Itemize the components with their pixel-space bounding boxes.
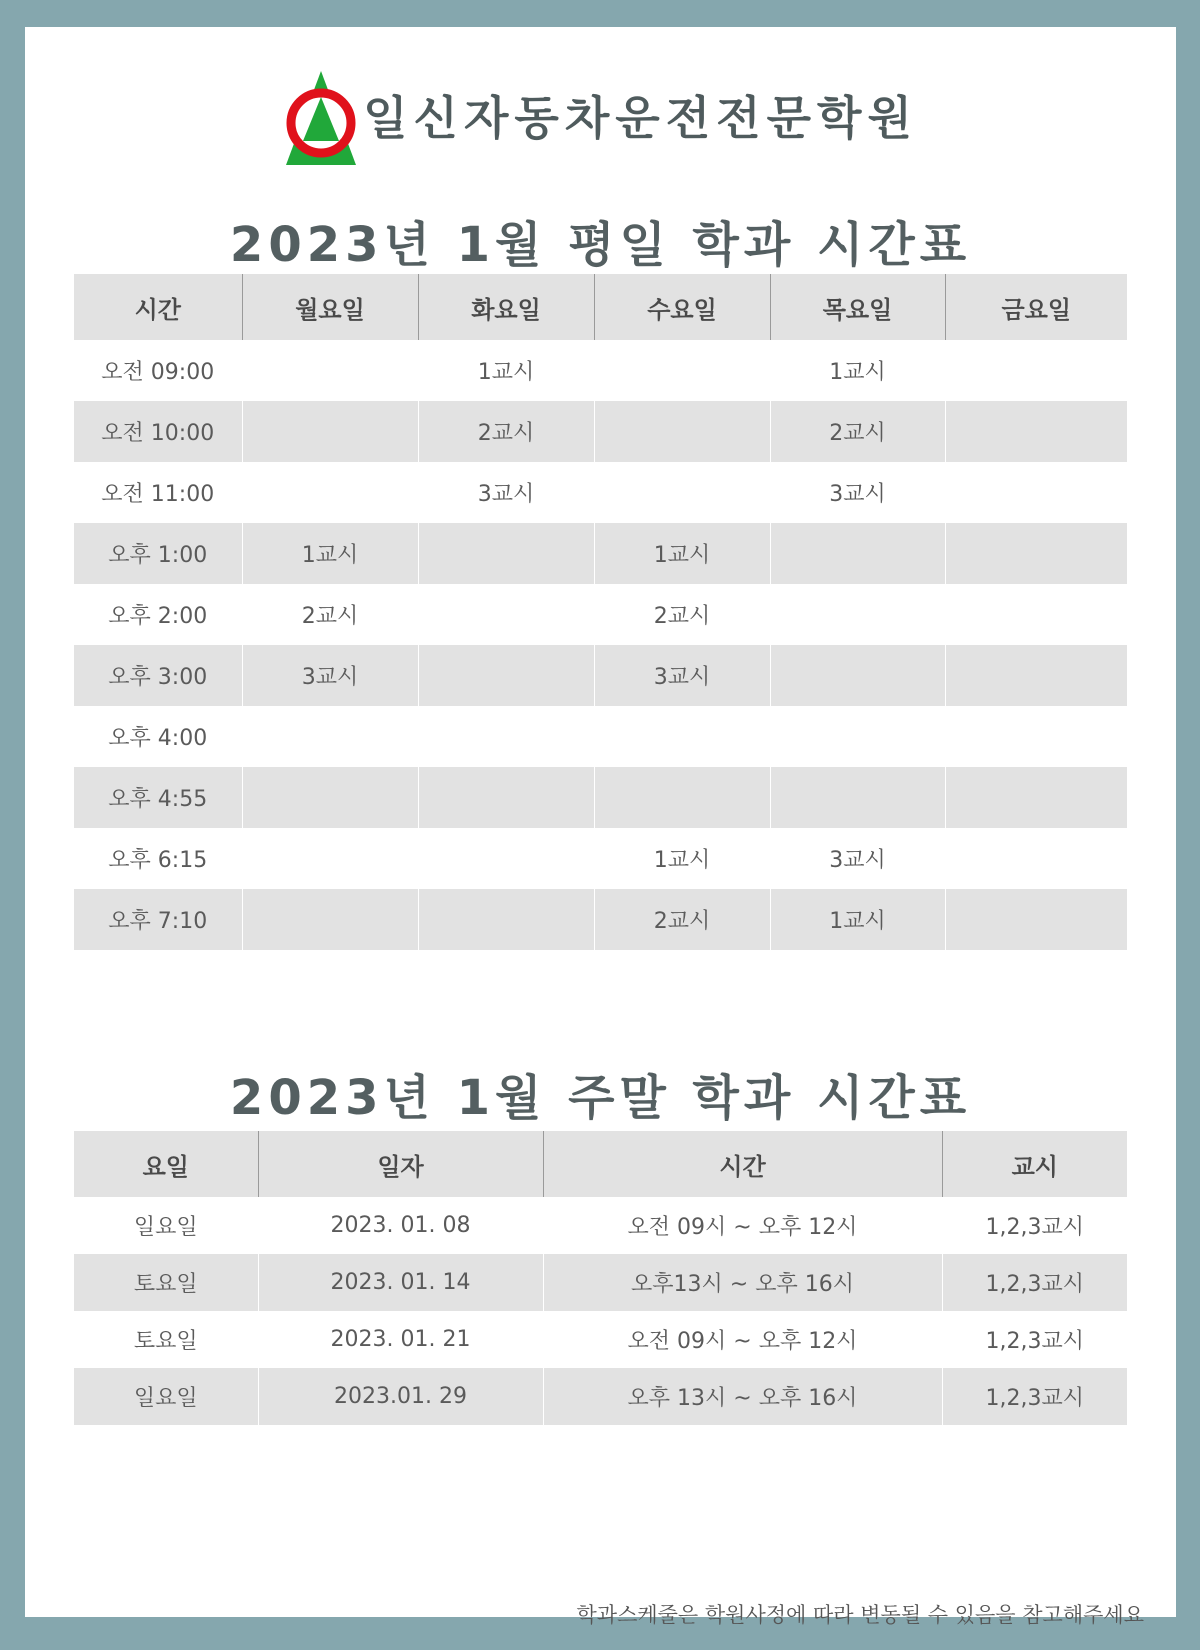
weekend-schedule-table bbox=[74, 1131, 1127, 1425]
table-cell: 3교시 bbox=[242, 645, 418, 706]
table-row bbox=[74, 706, 1127, 767]
time-cell: 오후 13시 ~ 오후 16시 bbox=[543, 1368, 942, 1425]
table-cell bbox=[594, 706, 770, 767]
table-cell bbox=[770, 645, 945, 706]
academy-header bbox=[25, 69, 1176, 167]
time-cell: 오후 6:15 bbox=[108, 848, 208, 873]
table-row bbox=[74, 1197, 1127, 1254]
date-cell: 2023.01. 29 bbox=[258, 1368, 543, 1425]
column-header-time: 시간 bbox=[74, 274, 242, 340]
time-cell: 오후 7:10 bbox=[74, 889, 242, 950]
table-cell bbox=[945, 584, 1127, 645]
time-cell: 오후13시 ~ 오후 16시 bbox=[543, 1254, 942, 1311]
column-header-monday: 월요일 bbox=[242, 274, 418, 340]
table-cell: 1교시 bbox=[594, 828, 770, 889]
table-cell bbox=[945, 401, 1127, 462]
table-cell bbox=[770, 523, 945, 584]
table-cell bbox=[418, 828, 594, 889]
academy-logo-icon bbox=[283, 69, 359, 167]
table-cell: 2교시 bbox=[594, 584, 770, 645]
table-cell: 2교시 bbox=[418, 401, 594, 462]
table-cell bbox=[945, 340, 1127, 401]
table-row bbox=[74, 889, 1127, 950]
column-header-time: 시간 bbox=[543, 1131, 942, 1197]
day-cell: 일요일 bbox=[74, 1368, 258, 1425]
table-cell bbox=[418, 523, 594, 584]
time-cell: 오전 09시 ~ 오후 12시 bbox=[543, 1311, 942, 1368]
table-cell bbox=[418, 584, 594, 645]
weekday-schedule-table bbox=[74, 274, 1127, 950]
academy-name: 일신자동차운전전문학원 bbox=[363, 91, 918, 145]
column-header-date: 일자 bbox=[258, 1131, 543, 1197]
time-cell: 오후 1:00 bbox=[74, 523, 242, 584]
table-row bbox=[74, 1254, 1127, 1311]
schedule-card bbox=[25, 27, 1176, 1627]
time-cell: 오후 3:00 bbox=[74, 645, 242, 706]
table-cell bbox=[945, 645, 1127, 706]
table-cell bbox=[242, 340, 418, 401]
table-cell bbox=[945, 767, 1127, 828]
table-cell bbox=[242, 889, 418, 950]
day-cell: 토요일 bbox=[74, 1254, 258, 1311]
table-cell: 1교시 bbox=[594, 523, 770, 584]
table-cell bbox=[945, 706, 1127, 767]
table-row bbox=[74, 523, 1127, 584]
column-header-wednesday: 수요일 bbox=[594, 274, 770, 340]
table-cell bbox=[418, 767, 594, 828]
time-cell: 오전 10:00 bbox=[74, 401, 242, 462]
table-cell bbox=[594, 340, 770, 401]
table-cell bbox=[242, 462, 418, 523]
table-cell bbox=[418, 706, 594, 767]
column-header-tuesday: 화요일 bbox=[418, 274, 594, 340]
date-cell: 2023. 01. 14 bbox=[258, 1254, 543, 1311]
period-cell: 1,2,3교시 bbox=[942, 1197, 1127, 1254]
table-cell: 1교시 bbox=[418, 340, 594, 401]
table-cell bbox=[594, 401, 770, 462]
time-cell: 오전 09시 ~ 오후 12시 bbox=[543, 1197, 942, 1254]
table-cell: 3교시 bbox=[594, 645, 770, 706]
table-row bbox=[74, 584, 1127, 645]
table-row bbox=[74, 340, 1127, 401]
weekend-schedule-title: 2023년 1월 주말 학과 시간표 bbox=[229, 1070, 972, 1126]
day-cell: 토요일 bbox=[133, 1329, 198, 1354]
table-header-row bbox=[74, 1131, 1127, 1197]
schedule-change-notice: 학과스케줄은 학원사정에 따라 변동될 수 있음을 참고해주세요 bbox=[576, 1603, 1144, 1627]
table-row bbox=[74, 1311, 1127, 1368]
table-cell bbox=[242, 767, 418, 828]
period-cell: 1,2,3교시 bbox=[942, 1368, 1127, 1425]
table-cell bbox=[945, 889, 1127, 950]
weekday-schedule-title: 2023년 1월 평일 학과 시간표 bbox=[229, 217, 972, 273]
table-cell: 1교시 bbox=[770, 889, 945, 950]
table-cell: 1교시 bbox=[242, 523, 418, 584]
table-cell: 2교시 bbox=[770, 401, 945, 462]
table-cell: 1교시 bbox=[770, 340, 945, 401]
table-row bbox=[74, 828, 1127, 889]
time-cell: 오후 4:55 bbox=[74, 767, 242, 828]
table-cell bbox=[418, 889, 594, 950]
time-cell: 오후 4:00 bbox=[108, 726, 208, 751]
day-cell: 일요일 bbox=[133, 1215, 198, 1240]
column-header-day: 요일 bbox=[74, 1131, 258, 1197]
table-row bbox=[74, 462, 1127, 523]
table-row bbox=[74, 767, 1127, 828]
table-row bbox=[74, 1368, 1127, 1425]
period-cell: 1,2,3교시 bbox=[942, 1254, 1127, 1311]
table-cell: 2교시 bbox=[242, 584, 418, 645]
table-cell bbox=[770, 706, 945, 767]
table-cell bbox=[945, 523, 1127, 584]
table-cell bbox=[594, 462, 770, 523]
column-header-period: 교시 bbox=[942, 1131, 1127, 1197]
table-row bbox=[74, 645, 1127, 706]
time-cell: 오전 11:00 bbox=[101, 482, 215, 507]
table-header-row bbox=[74, 274, 1127, 340]
time-cell: 오후 2:00 bbox=[108, 604, 208, 629]
table-cell: 2교시 bbox=[594, 889, 770, 950]
column-header-thursday: 목요일 bbox=[770, 274, 945, 340]
table-cell bbox=[594, 767, 770, 828]
table-cell: 3교시 bbox=[418, 462, 594, 523]
table-cell bbox=[945, 462, 1127, 523]
table-cell bbox=[418, 645, 594, 706]
date-cell: 2023. 01. 08 bbox=[258, 1197, 543, 1254]
table-row bbox=[74, 401, 1127, 462]
period-cell: 1,2,3교시 bbox=[942, 1311, 1127, 1368]
table-cell bbox=[945, 828, 1127, 889]
table-cell bbox=[770, 584, 945, 645]
table-cell: 3교시 bbox=[770, 462, 945, 523]
table-cell: 3교시 bbox=[770, 828, 945, 889]
table-cell bbox=[242, 828, 418, 889]
table-cell bbox=[242, 401, 418, 462]
time-cell: 오전 09:00 bbox=[101, 360, 215, 385]
table-cell bbox=[242, 706, 418, 767]
table-cell bbox=[770, 767, 945, 828]
date-cell: 2023. 01. 21 bbox=[258, 1311, 543, 1368]
column-header-friday: 금요일 bbox=[945, 274, 1127, 340]
